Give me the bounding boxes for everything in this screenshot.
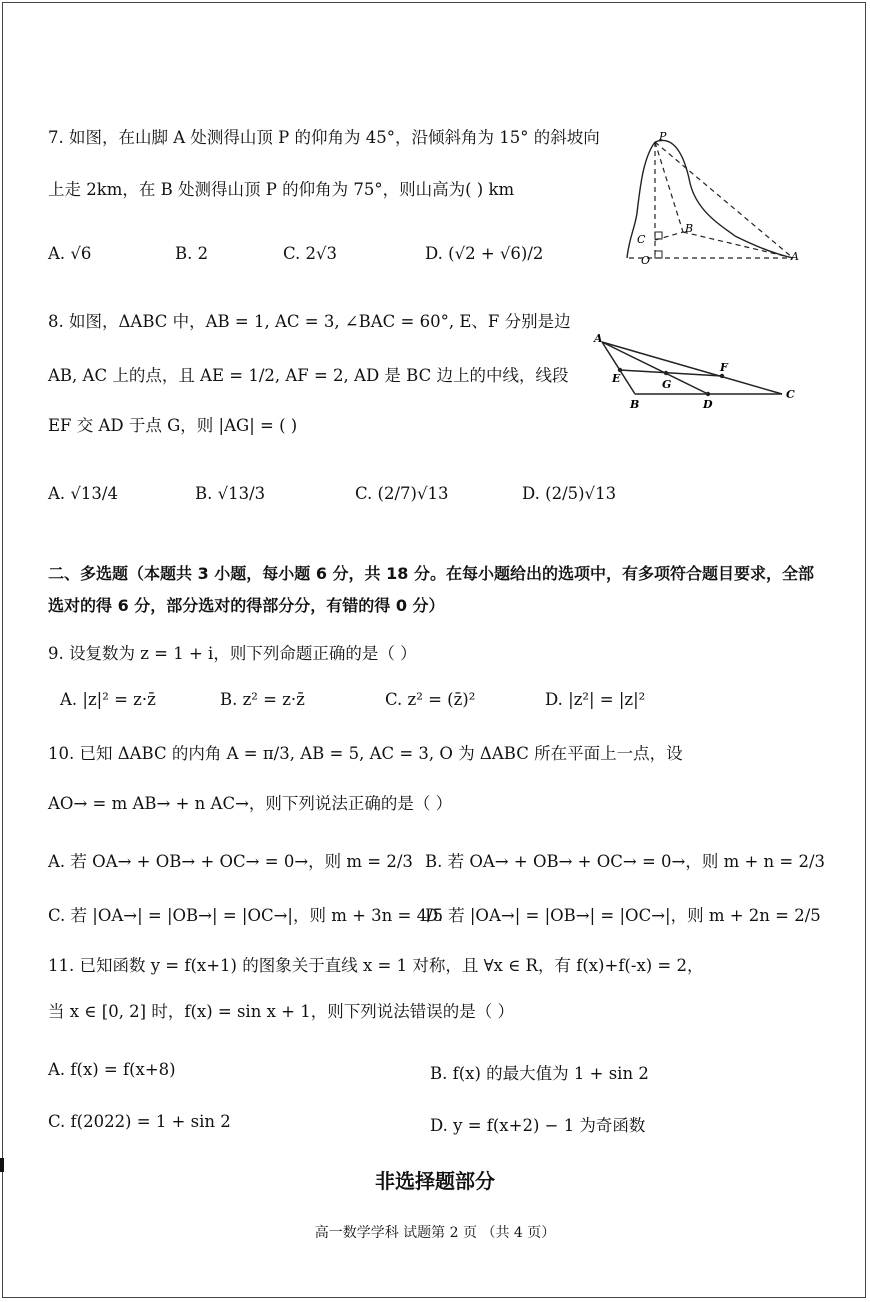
q8-option-a: A. √13/4	[48, 484, 118, 503]
fig8-label-G: G	[662, 378, 672, 391]
q8-option-d: D. (2/5)√13	[522, 484, 617, 503]
q11-option-c: C. f(2022) = 1 + sin 2	[48, 1112, 231, 1131]
q11-option-d: D. y = f(x+2) − 1 为奇函数	[430, 1116, 646, 1135]
q9-line1: 9. 设复数为 z = 1 + i，则下列命题正确的是（ ）	[48, 644, 417, 663]
q10-line1: 10. 已知 ΔABC 的内角 A = π/3, AB = 5, AC = 3, O 为 ΔABC 所在平面上一点，设	[48, 744, 683, 763]
q9-option-d: D. |z²| = |z|²	[545, 690, 646, 709]
q7-option-a: A. √6	[48, 244, 92, 263]
line-PB	[655, 142, 683, 232]
fig8-label-B: B	[630, 398, 640, 411]
q9-option-a: A. |z|² = z·z̄	[60, 690, 156, 709]
fig8-label-A: A	[594, 332, 603, 345]
q9-option-b: B. z² = z·z̄	[220, 690, 305, 709]
q10-option-c: C. 若 |OA→| = |OB→| = |OC→|，则 m + 3n = 4/5	[48, 906, 444, 925]
fig8-label-C: C	[786, 388, 795, 401]
line-PA	[655, 142, 793, 258]
q10-option-d: D. 若 |OA→| = |OB→| = |OC→|，则 m + 2n = 2/5	[425, 906, 821, 925]
q7-line2: 上走 2km，在 B 处测得山顶 P 的仰角为 75°，则山高为( ) km	[48, 180, 515, 199]
q11-option-b: B. f(x) 的最大值为 1 + sin 2	[430, 1064, 649, 1083]
q7-line1: 7. 如图，在山脚 A 处测得山顶 P 的仰角为 45°，沿倾斜角为 15° 的斜坡向	[48, 128, 600, 147]
q9-option-c: C. z² = (z̄)²	[385, 690, 476, 709]
page-footer: 高一数学学科 试题第 2 页 （共 4 页）	[314, 1225, 556, 1241]
fig8-label-E: E	[612, 372, 621, 385]
q7-option-b: B. 2	[175, 244, 209, 263]
q8-line2: AB, AC 上的点，且 AE = 1/2, AF = 2, AD 是 BC 边上的中线，线段	[48, 366, 569, 385]
q10-line2: AO→ = m AB→ + n AC→，则下列说法正确的是（ ）	[48, 794, 453, 813]
q11-line1: 11. 已知函数 y = f(x+1) 的图象关于直线 x = 1 对称，且 ∀x ∈ R，有 f(x)+f(-x) = 2，	[48, 956, 704, 975]
part-heading: 非选择题部分	[375, 1169, 495, 1193]
fig8-label-F: F	[720, 361, 728, 374]
q8-line1: 8. 如图，ΔABC 中，AB = 1, AC = 3, ∠BAC = 60°, E、F 分别是边	[48, 312, 571, 331]
point-F	[720, 374, 724, 378]
fig7-label-A: A	[791, 250, 799, 263]
q7-option-d: D. (√2 + √6)/2	[425, 244, 544, 263]
q7-option-c: C. 2√3	[283, 244, 338, 263]
fig7-label-P: P	[659, 130, 667, 143]
fig8-label-D: D	[703, 398, 713, 411]
q8-option-b: B. √13/3	[195, 484, 266, 503]
q8-line3: EF 交 AD 于点 G，则 |AG| = ( )	[48, 416, 298, 435]
q11-line2: 当 x ∈ [0, 2] 时，f(x) = sin x + 1，则下列说法错误的是（ ）	[48, 1002, 514, 1021]
fig7-label-C: C	[637, 233, 646, 246]
q7-mountain-figure	[615, 128, 805, 273]
right-angle-C	[655, 232, 662, 239]
q11-option-a: A. f(x) = f(x+8)	[48, 1060, 176, 1079]
q8-triangle-figure	[590, 330, 805, 415]
point-D	[706, 392, 710, 396]
point-G	[664, 371, 668, 375]
q10-option-a: A. 若 OA→ + OB→ + OC→ = 0→，则 m = 2/3	[48, 852, 413, 871]
q10-option-b: B. 若 OA→ + OB→ + OC→ = 0→，则 m + n = 2/3	[425, 852, 826, 871]
q8-option-c: C. (2/7)√13	[355, 484, 449, 503]
right-angle-O	[655, 251, 662, 258]
section-multi-choice-instructions: 二、多选题（本题共 3 小题，每小题 6 分，共 18 分。在每小题给出的选项中，有多项符合题目要求，全部选对的得 6 分，部分选对的得部分分，有错的得 0 分）	[48, 564, 814, 615]
fig7-label-O: O	[641, 254, 651, 267]
fig7-label-B: B	[685, 222, 694, 235]
